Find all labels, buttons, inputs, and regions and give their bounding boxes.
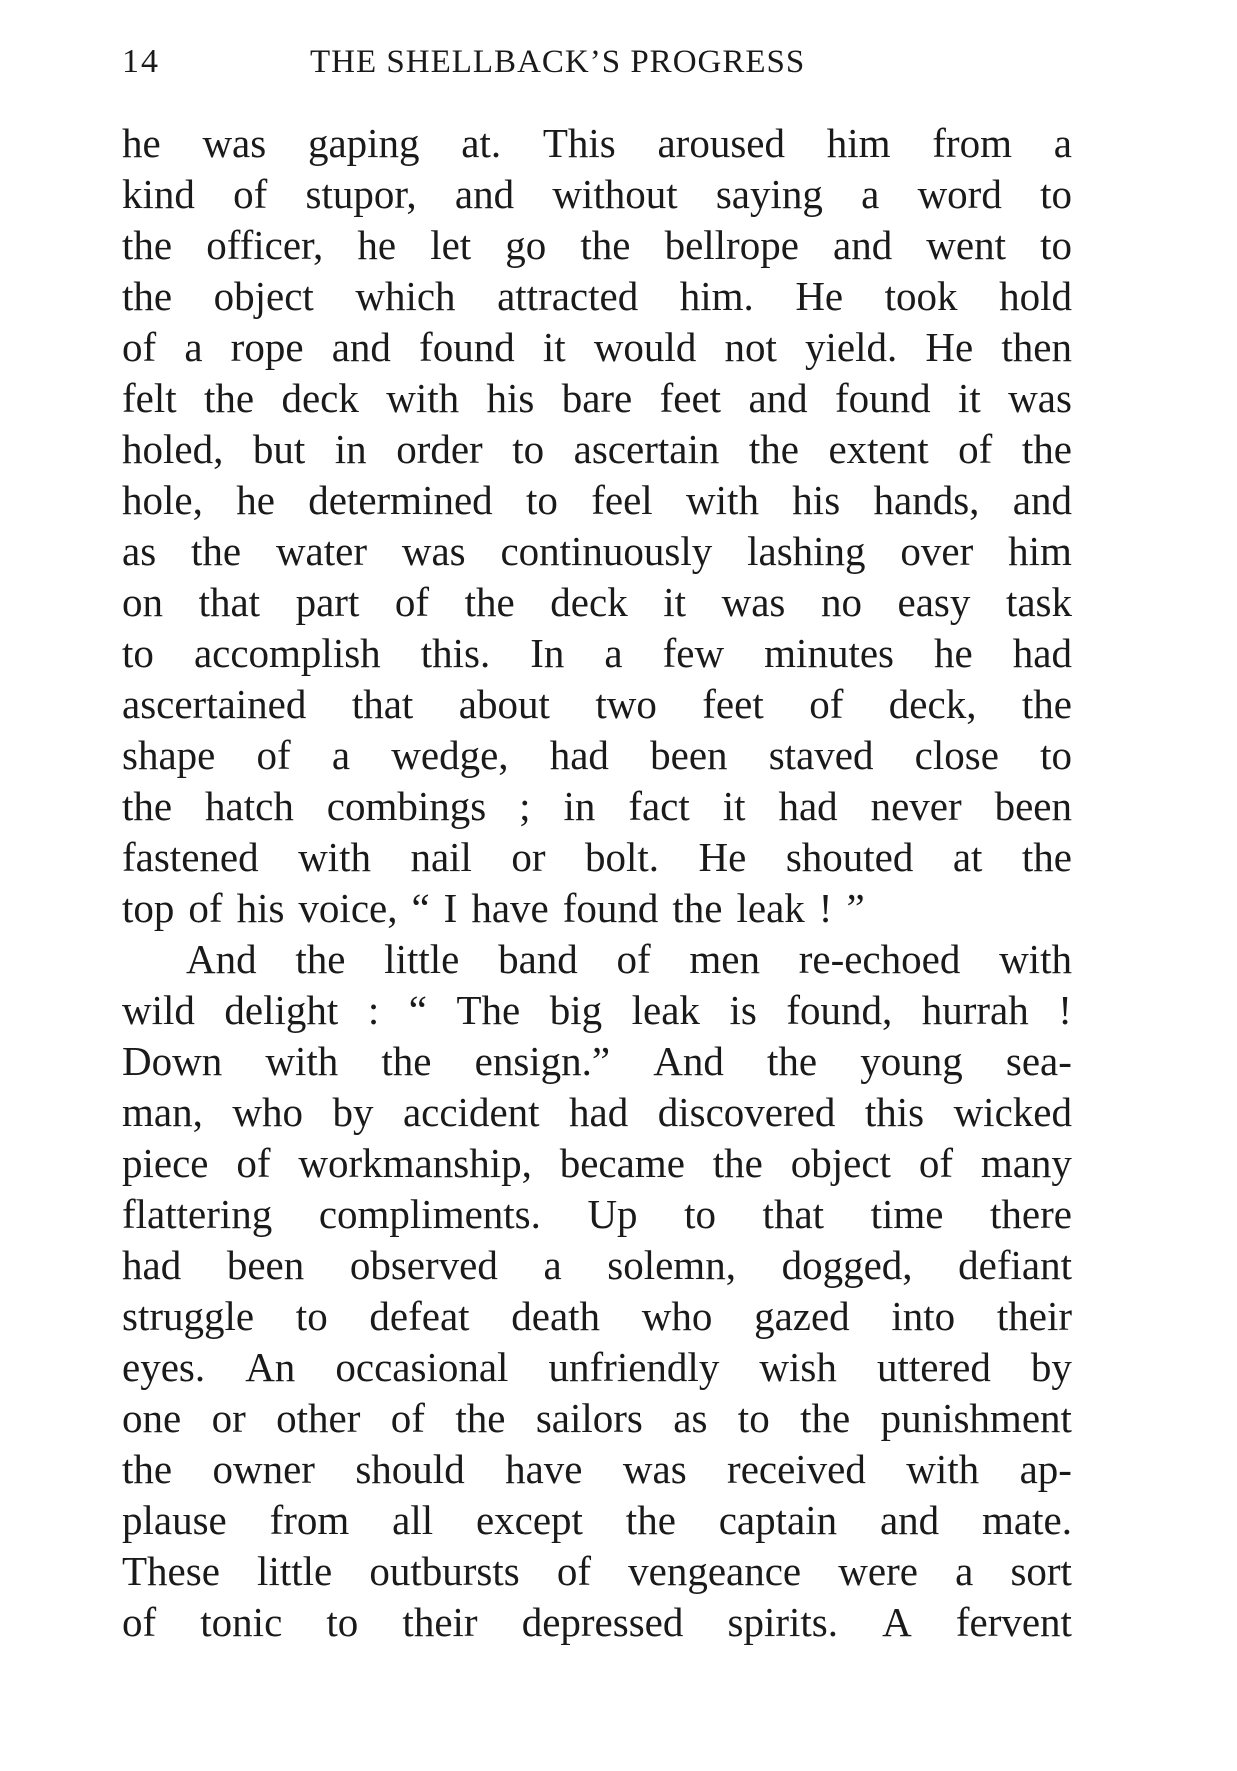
text-line: the owner should have was received with ap- (122, 1446, 1072, 1492)
text-line: wild delight : “ The big leak is found, hurrah ! (122, 987, 1072, 1033)
text-line: fastened with nail or bolt. He shouted at the (122, 834, 1072, 880)
text-line: on that part of the deck it was no easy task (122, 579, 1072, 625)
body-text (122, 118, 1072, 1648)
text-line: man, who by accident had discovered this wicked (122, 1089, 1072, 1135)
text-line: of a rope and found it would not yield. He then (122, 324, 1072, 370)
text-line: hole, he determined to feel with his hands, and (122, 477, 1072, 523)
text-line: shape of a wedge, had been staved close to (122, 732, 1072, 778)
text-line: eyes. An occasional unfriendly wish uttered by (122, 1344, 1072, 1390)
text-line: had been observed a solemn, dogged, defiant (122, 1242, 1072, 1288)
text-line: And the little band of men re-echoed with (186, 936, 1072, 982)
text-line: kind of stupor, and without saying a word to (122, 171, 1072, 217)
text-line: flattering compliments. Up to that time there (122, 1191, 1072, 1237)
page-number: 14 (122, 43, 160, 80)
text-line: he was gaping at. This aroused him from a (122, 120, 1072, 166)
text-line: holed, but in order to ascertain the extent of the (122, 426, 1072, 472)
text-line: one or other of the sailors as to the punishment (122, 1395, 1072, 1441)
text-line: ascertained that about two feet of deck, the (122, 681, 1072, 727)
text-line: These little outbursts of vengeance were a sort (122, 1548, 1072, 1594)
text-line: of tonic to their depressed spirits. A fervent (122, 1599, 1072, 1645)
text-line: to accomplish this. In a few minutes he had (122, 630, 1072, 676)
text-line: top of his voice, “ I have found the leak ! ” (122, 885, 865, 931)
text-line: as the water was continuously lashing over him (122, 528, 1072, 574)
text-line: the officer, he let go the bellrope and went to (122, 222, 1072, 268)
running-title: THE SHELLBACK’S PROGRESS (310, 44, 806, 80)
text-line: the hatch combings ; in fact it had never been (122, 783, 1072, 829)
running-head (122, 38, 1062, 86)
text-line: felt the deck with his bare feet and found it was (122, 375, 1072, 421)
text-line: piece of workmanship, became the object of many (122, 1140, 1072, 1186)
text-line: Down with the ensign.” And the young sea- (122, 1038, 1072, 1084)
text-line: plause from all except the captain and mate. (122, 1497, 1072, 1543)
text-line: the object which attracted him. He took hold (122, 273, 1072, 319)
text-line: struggle to defeat death who gazed into their (122, 1293, 1072, 1339)
